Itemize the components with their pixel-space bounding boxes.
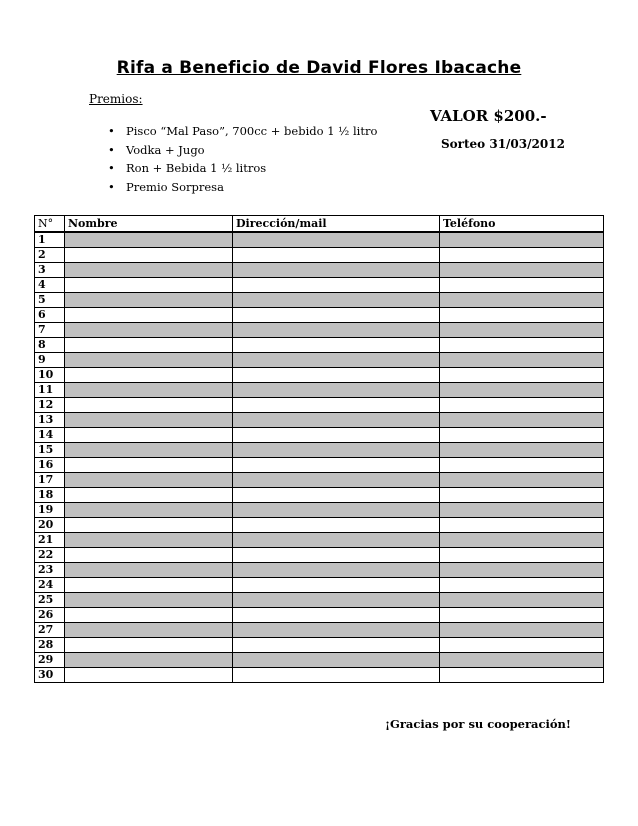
prize-text: Vodka + Jugo [126, 142, 205, 157]
table-row [35, 548, 604, 563]
name-cell[interactable] [65, 323, 233, 338]
row-number: 27 [35, 623, 65, 638]
table-row [35, 533, 604, 548]
name-cell[interactable] [65, 473, 233, 488]
address-cell[interactable] [233, 458, 440, 473]
name-cell[interactable] [65, 398, 233, 413]
phone-cell[interactable] [440, 458, 604, 473]
list-item [108, 122, 377, 141]
table-row [35, 653, 604, 668]
participants-table [34, 215, 604, 683]
row-number: 9 [35, 353, 65, 368]
table-row [35, 308, 604, 323]
row-number: 19 [35, 503, 65, 518]
table-row [35, 398, 604, 413]
address-cell[interactable] [233, 443, 440, 458]
premios-label: Premios: [89, 92, 143, 106]
name-cell[interactable] [65, 232, 233, 248]
name-cell[interactable] [65, 278, 233, 293]
page-title: Rifa a Beneficio de David Flores Ibacache [116, 58, 522, 78]
phone-cell[interactable] [440, 548, 604, 563]
phone-cell[interactable] [440, 668, 604, 683]
address-cell[interactable] [233, 263, 440, 278]
phone-cell[interactable] [440, 413, 604, 428]
bullet-icon: • [108, 161, 115, 175]
phone-cell[interactable] [440, 563, 604, 578]
row-number: 28 [35, 638, 65, 653]
name-cell[interactable] [65, 428, 233, 443]
name-cell[interactable] [65, 383, 233, 398]
address-cell[interactable] [233, 578, 440, 593]
table-row [35, 563, 604, 578]
address-cell[interactable] [233, 278, 440, 293]
address-cell[interactable] [233, 383, 440, 398]
row-number: 23 [35, 563, 65, 578]
name-cell[interactable] [65, 608, 233, 623]
row-number: 2 [35, 248, 65, 263]
column-header-name: Nombre [65, 216, 233, 233]
table-row [35, 232, 604, 248]
address-cell[interactable] [233, 653, 440, 668]
column-header-number: N° [35, 216, 65, 233]
row-number: 4 [35, 278, 65, 293]
name-cell[interactable] [65, 368, 233, 383]
name-cell[interactable] [65, 413, 233, 428]
row-number: 20 [35, 518, 65, 533]
address-cell[interactable] [233, 518, 440, 533]
table-row [35, 338, 604, 353]
row-number: 18 [35, 488, 65, 503]
phone-cell[interactable] [440, 353, 604, 368]
address-cell[interactable] [233, 593, 440, 608]
price-label: VALOR $200.- [430, 107, 547, 125]
row-number: 12 [35, 398, 65, 413]
address-cell[interactable] [233, 413, 440, 428]
table-row [35, 353, 604, 368]
phone-cell[interactable] [440, 593, 604, 608]
phone-cell[interactable] [440, 323, 604, 338]
phone-cell[interactable] [440, 278, 604, 293]
prize-text: Pisco “Mal Paso”, 700cc + bebido 1 ½ litro [126, 124, 378, 138]
address-cell[interactable] [233, 503, 440, 518]
draw-date-label: Sorteo 31/03/2012 [441, 137, 565, 151]
address-cell[interactable] [233, 488, 440, 503]
phone-cell[interactable] [440, 383, 604, 398]
name-cell[interactable] [65, 248, 233, 263]
phone-cell[interactable] [440, 263, 604, 278]
name-cell[interactable] [65, 308, 233, 323]
row-number: 8 [35, 338, 65, 353]
table-row [35, 248, 604, 263]
table-row [35, 368, 604, 383]
phone-cell[interactable] [440, 653, 604, 668]
bullet-icon: • [108, 142, 115, 157]
bullet-icon: • [108, 179, 115, 194]
phone-cell[interactable] [440, 308, 604, 323]
name-cell[interactable] [65, 458, 233, 473]
phone-cell[interactable] [440, 473, 604, 488]
table-row [35, 383, 604, 398]
prize-list [108, 122, 377, 196]
row-number: 11 [35, 383, 65, 398]
phone-cell[interactable] [440, 293, 604, 308]
row-number: 22 [35, 548, 65, 563]
row-number: 5 [35, 293, 65, 308]
table-row [35, 503, 604, 518]
row-number: 13 [35, 413, 65, 428]
phone-cell[interactable] [440, 368, 604, 383]
name-cell[interactable] [65, 623, 233, 638]
phone-cell[interactable] [440, 578, 604, 593]
table-row [35, 293, 604, 308]
column-header-phone: Teléfono [440, 216, 604, 233]
phone-cell[interactable] [440, 488, 604, 503]
table-row [35, 458, 604, 473]
row-number: 29 [35, 653, 65, 668]
phone-cell[interactable] [440, 232, 604, 248]
phone-cell[interactable] [440, 638, 604, 653]
address-cell[interactable] [233, 533, 440, 548]
column-header-address: Dirección/mail [233, 216, 440, 233]
table-row [35, 488, 604, 503]
name-cell[interactable] [65, 578, 233, 593]
table-row [35, 518, 604, 533]
row-number: 6 [35, 308, 65, 323]
name-cell[interactable] [65, 653, 233, 668]
address-cell[interactable] [233, 248, 440, 263]
address-cell[interactable] [233, 563, 440, 578]
phone-cell[interactable] [440, 608, 604, 623]
prize-text: Ron + Bebida 1 ½ litros [126, 161, 267, 175]
name-cell[interactable] [65, 443, 233, 458]
name-cell[interactable] [65, 638, 233, 653]
address-cell[interactable] [233, 398, 440, 413]
table-row [35, 623, 604, 638]
address-cell[interactable] [233, 232, 440, 248]
address-cell[interactable] [233, 368, 440, 383]
name-cell[interactable] [65, 668, 233, 683]
table-row [35, 323, 604, 338]
table-row [35, 608, 604, 623]
name-cell[interactable] [65, 263, 233, 278]
prize-text: Premio Sorpresa [126, 179, 224, 194]
address-cell[interactable] [233, 308, 440, 323]
address-cell[interactable] [233, 623, 440, 638]
row-number: 1 [35, 232, 65, 248]
table-header-row [35, 216, 604, 233]
row-number: 26 [35, 608, 65, 623]
name-cell[interactable] [65, 338, 233, 353]
row-number: 10 [35, 368, 65, 383]
table-row [35, 593, 604, 608]
name-cell[interactable] [65, 503, 233, 518]
name-cell[interactable] [65, 533, 233, 548]
row-number: 7 [35, 323, 65, 338]
table-row [35, 413, 604, 428]
address-cell[interactable] [233, 668, 440, 683]
address-cell[interactable] [233, 548, 440, 563]
name-cell[interactable] [65, 563, 233, 578]
row-number: 3 [35, 263, 65, 278]
address-cell[interactable] [233, 473, 440, 488]
address-cell[interactable] [233, 353, 440, 368]
phone-cell[interactable] [440, 248, 604, 263]
phone-cell[interactable] [440, 443, 604, 458]
address-cell[interactable] [233, 608, 440, 623]
table-row [35, 668, 604, 683]
table-row [35, 278, 604, 293]
phone-cell[interactable] [440, 338, 604, 353]
table-row [35, 428, 604, 443]
thank-you-note: ¡Gracias por su cooperación! [385, 717, 571, 731]
row-number: 16 [35, 458, 65, 473]
name-cell[interactable] [65, 548, 233, 563]
list-item [108, 159, 377, 178]
phone-cell[interactable] [440, 518, 604, 533]
table-row [35, 638, 604, 653]
address-cell[interactable] [233, 293, 440, 308]
table-row [35, 443, 604, 458]
address-cell[interactable] [233, 428, 440, 443]
row-number: 14 [35, 428, 65, 443]
phone-cell[interactable] [440, 533, 604, 548]
name-cell[interactable] [65, 518, 233, 533]
address-cell[interactable] [233, 638, 440, 653]
bullet-icon: • [108, 124, 115, 138]
row-number: 30 [35, 668, 65, 683]
address-cell[interactable] [233, 323, 440, 338]
name-cell[interactable] [65, 488, 233, 503]
table-row [35, 578, 604, 593]
phone-cell[interactable] [440, 428, 604, 443]
phone-cell[interactable] [440, 503, 604, 518]
row-number: 24 [35, 578, 65, 593]
row-number: 25 [35, 593, 65, 608]
list-item [108, 141, 377, 160]
phone-cell[interactable] [440, 623, 604, 638]
list-item [108, 178, 377, 197]
phone-cell[interactable] [440, 398, 604, 413]
name-cell[interactable] [65, 593, 233, 608]
name-cell[interactable] [65, 353, 233, 368]
row-number: 15 [35, 443, 65, 458]
table-row [35, 473, 604, 488]
row-number: 21 [35, 533, 65, 548]
row-number: 17 [35, 473, 65, 488]
table-row [35, 263, 604, 278]
name-cell[interactable] [65, 293, 233, 308]
address-cell[interactable] [233, 338, 440, 353]
